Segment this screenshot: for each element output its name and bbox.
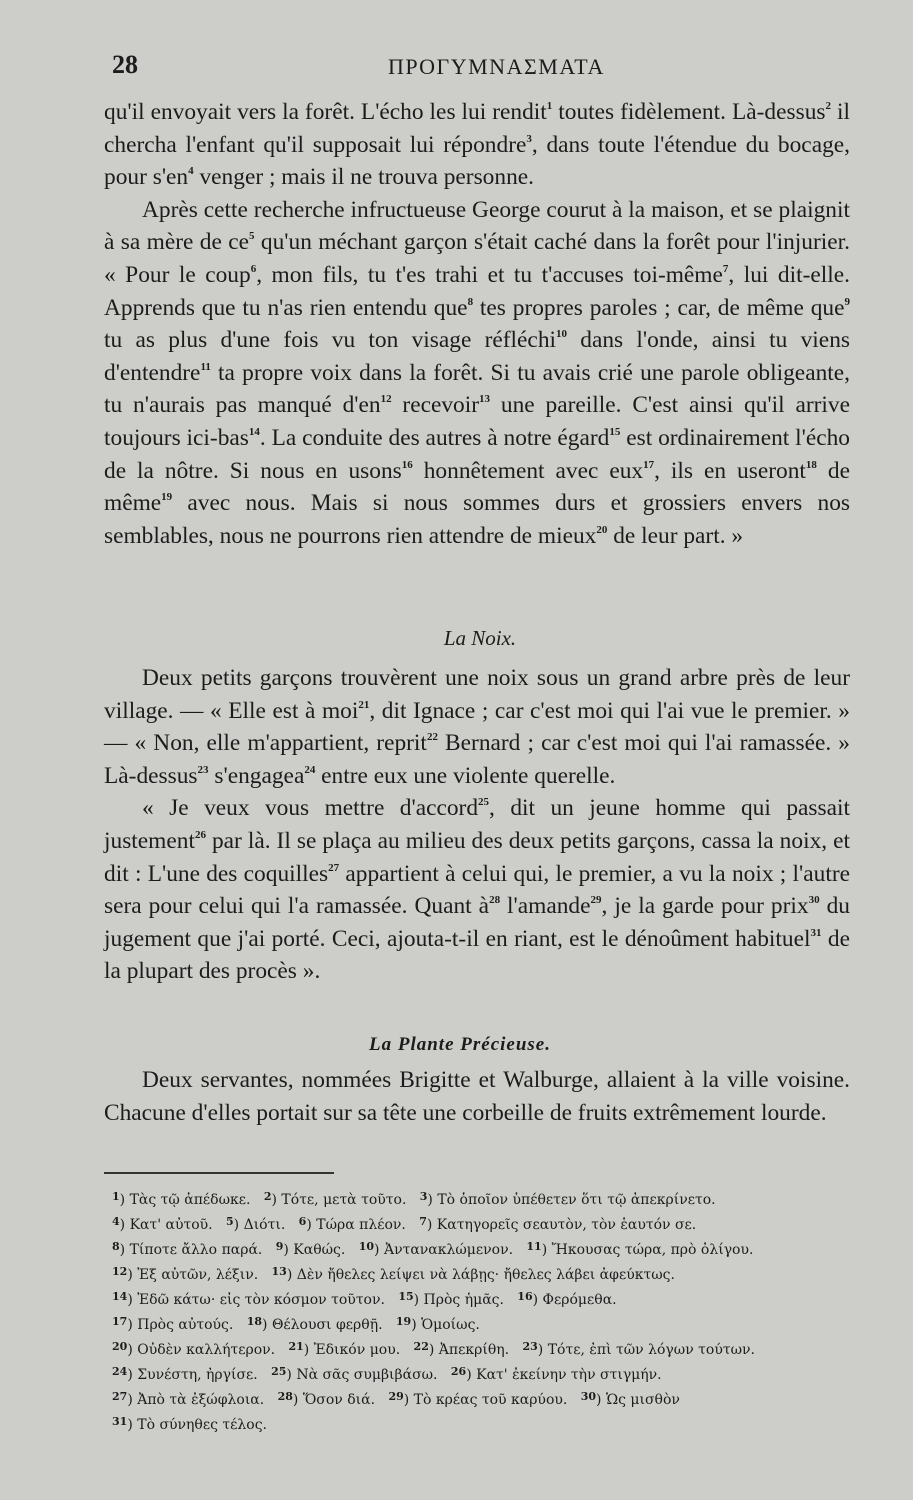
text-run: Deux petits garçons trouvèrent une noix sous un grand arbre près de leur village. — « Elle est à moi [104, 665, 850, 724]
footnote-paren: ) [119, 1242, 130, 1258]
footnote-ref: 26 [194, 828, 206, 841]
footnote-ref: 1 [546, 100, 553, 112]
text-run: toutes fidèlement. Là-dessus [552, 99, 826, 125]
footnote-gap [480, 1317, 493, 1333]
footnote-ref: 28 [489, 894, 501, 907]
footnote-text: Καθώς. [293, 1242, 346, 1258]
footnote-number: 23 [522, 1340, 538, 1353]
footnote-number: 27 [112, 1390, 128, 1403]
footnote-gap [617, 1292, 630, 1308]
footnote-ref: 12 [380, 393, 392, 406]
footnote-number: 6 [298, 1215, 307, 1228]
section-heading-la-plante-precieuse: La Plante Précieuse. [369, 1034, 551, 1055]
footnote-gap [675, 1267, 688, 1283]
footnote-text: Κατηγορεῖς σεαυτὸν, τὸν ἑαυτόν σε. [436, 1217, 697, 1233]
text-run: de leur part. » [607, 522, 744, 549]
footnote-paren: ) [411, 1317, 422, 1333]
footnote-paren: ) [127, 1392, 138, 1408]
footnote-row [112, 1286, 850, 1311]
footnote-ref: 7 [722, 262, 729, 275]
footnote-ref: 30 [808, 894, 820, 907]
footnote-paren: ) [127, 1417, 138, 1433]
footnote-text: Πρὸς ἡμᾶς. [423, 1292, 504, 1308]
text-run: tu as plus d'une fois vu ton visage réfléchi [104, 327, 557, 354]
footnote-number: 22 [413, 1340, 429, 1353]
footnote-paren: ) [537, 1342, 548, 1358]
footnote-paren: ) [262, 1317, 272, 1333]
footnote-number: 8 [112, 1240, 120, 1253]
footnote-gap [438, 1367, 451, 1383]
footnote-number: 28 [277, 1390, 293, 1403]
text-run: , dit un jeune homme qui passait justement [104, 795, 850, 854]
footnote-number: 4 [112, 1215, 120, 1228]
footnote-text: Ἀντανακλώμενον. [383, 1242, 514, 1258]
footnote-number: 12 [112, 1265, 128, 1278]
footnote-ref: 14 [248, 425, 260, 438]
footnote-text: Ἤκουσας τώρα, πρὸ ὀλίγου. [551, 1242, 754, 1258]
text-run: . La conduite des autres à notre égard [259, 424, 610, 451]
footnote-gap [662, 1367, 675, 1383]
footnote-number: 18 [246, 1315, 263, 1328]
footnote-gap [250, 1192, 263, 1208]
footnote-gap [400, 1342, 413, 1358]
footnote-paren: ) [127, 1342, 138, 1358]
footnote-number: 2 [263, 1190, 272, 1203]
footnote-text: Τὸ ὁποῖον ὑπέθετεν ὅτι τῷ ἀπεκρίνετο. [437, 1192, 716, 1208]
footnote-text: Οὐδὲν καλλήτερον. [137, 1342, 276, 1358]
footnote-paren: ) [127, 1367, 138, 1383]
footnote-text: Ἀπὸ τὰ ἐξώφλοια. [137, 1392, 265, 1408]
footnote-paren: ) [466, 1367, 477, 1383]
footnote-ref: 5 [249, 230, 255, 243]
footnote-gap [258, 1267, 271, 1283]
main-text-plante [104, 1064, 850, 1129]
page-header [108, 48, 848, 88]
footnote-ref: 25 [478, 796, 490, 809]
footnote-paren: ) [233, 1217, 244, 1233]
footnote-text: Τὸ σύνηθες τέλος. [137, 1417, 267, 1433]
footnote-paren: ) [286, 1367, 297, 1383]
footnote-ref: 19 [161, 491, 173, 504]
footnote-row [112, 1411, 850, 1436]
footnote-number: 29 [388, 1390, 404, 1403]
footnote-number: 10 [358, 1240, 375, 1253]
running-title: ΠΡΟΓΥΜΝΑΣΜΑΤΑ [388, 54, 605, 79]
footnote-number: 7 [419, 1215, 427, 1228]
footnote-number: 26 [450, 1365, 467, 1378]
footnote-paren: ) [374, 1242, 384, 1258]
footnote-paren: ) [403, 1392, 414, 1408]
footnote-number: 14 [112, 1290, 128, 1303]
footnote-gap [285, 1217, 298, 1233]
paragraph-mother-reply [104, 194, 850, 553]
footnote-ref: 20 [596, 523, 608, 536]
footnote-ref: 11 [200, 360, 211, 373]
text-run: , dans toute l'étendue du bocage, pour s'en [104, 131, 850, 191]
text-run: , lui dit-elle. Apprends que tu n'as rien entendu que [104, 261, 851, 321]
section-heading-la-noix: La Noix. [443, 626, 517, 650]
footnote-text: Συνέστη, ἠργίσε. [137, 1367, 258, 1383]
footnote-paren: ) [286, 1267, 297, 1283]
text-run: entre eux une violente querelle. [315, 762, 616, 789]
footnote-text: Ὡς μισθὸν [605, 1392, 680, 1408]
footnote-text: Τὰς τῷ ἀπέδωκε. [129, 1192, 251, 1208]
text-run: l'amande [500, 893, 591, 920]
footnote-gap [375, 1392, 388, 1408]
text-run: Deux servantes, nommées Brigitte et Walburge, allaient à la ville voisine. Chacune d'elles portait sur sa tête une corbeille de fruits extrêmement lourde. [104, 1067, 850, 1126]
footnote-gap [406, 1192, 419, 1208]
paragraph-noix-judgement [104, 792, 850, 988]
footnote-text: Δὲν ἤθελες λείψει νὰ λάβῃς· ἤθελες λάβει ἀφεύκτως. [296, 1267, 675, 1283]
footnote-paren: ) [127, 1267, 138, 1283]
footnote-ref: 6 [250, 262, 257, 275]
footnote-paren: ) [596, 1392, 606, 1408]
text-run: Après cette recherche infructueuse George courut à la maison, et se plaignit à sa mère de ce [104, 196, 850, 256]
footnote-row [112, 1336, 850, 1361]
footnote-paren: ) [127, 1292, 138, 1308]
text-run: , mon fils, tu t'es trahi et tu t'accuses toi-même [256, 261, 723, 288]
footnote-ref: 31 [810, 926, 822, 939]
footnote-gap [406, 1217, 419, 1233]
footnote-row [112, 1236, 850, 1261]
footnote-number: 3 [419, 1190, 428, 1203]
footnote-ref: 8 [467, 295, 474, 308]
footnote-number: 30 [580, 1390, 597, 1403]
footnote-gap [716, 1192, 729, 1208]
text-run: dans l'onde, ainsi tu viens d'entendre [104, 327, 850, 386]
footnote-text: Ἀπεκρίθη. [438, 1342, 510, 1358]
footnote-ref: 29 [590, 894, 602, 907]
footnote-text: Τώρα πλέον. [316, 1217, 406, 1233]
footnote-row [112, 1186, 850, 1211]
footnotes [112, 1186, 850, 1436]
footnote-number: 24 [112, 1365, 128, 1378]
footnote-ref: 24 [304, 763, 316, 776]
footnote-text: Τότε, ἐπὶ τῶν λόγων τούτων. [547, 1342, 755, 1358]
footnote-ref: 16 [401, 458, 413, 471]
footnote-gap [696, 1217, 709, 1233]
footnote-paren: ) [119, 1192, 130, 1208]
footnote-number: 31 [112, 1415, 128, 1428]
footnote-text: Τίποτε ἄλλο παρά. [129, 1242, 263, 1258]
footnote-number: 21 [288, 1340, 304, 1353]
paragraph-noix-quarrel [104, 662, 850, 792]
footnote-paren: ) [428, 1342, 439, 1358]
text-run: une pareille. C'est ainsi qu'il arrive toujours ici-bas [104, 392, 850, 451]
footnote-text: Θέλουσι φερθῇ. [271, 1317, 383, 1333]
text-run: de la plupart des procès ». [104, 925, 850, 985]
text-run: de même [104, 457, 850, 517]
footnote-ref: 15 [609, 425, 621, 438]
footnote-paren: ) [292, 1392, 303, 1408]
footnote-gap [275, 1342, 288, 1358]
footnote-text: Ἐδῶ κάτω· εἰς τὸν κόσμον τοῦτον. [137, 1292, 385, 1308]
text-run: qu'un méchant garçon s'était caché dans la forêt pour l'injurier. « Pour le coup [104, 229, 850, 288]
footnote-gap [504, 1292, 517, 1308]
footnote-number: 19 [395, 1315, 412, 1328]
footnote-number: 9 [275, 1240, 284, 1253]
footnote-ref: 23 [197, 763, 209, 776]
text-run: avec nous. Mais si nous sommes durs et grossiers envers nos semblables, nous ne pourrons rien attendre de mieux [104, 490, 850, 549]
footnote-row [112, 1261, 850, 1286]
text-run: appartient à celui qui, le premier, a vu la noix ; l'autre sera pour celui qui l'a ramassée. Quant à [104, 860, 850, 920]
footnote-number: 13 [271, 1265, 287, 1278]
main-text-noix [104, 662, 850, 988]
text-run: qu'il envoyait vers la forêt. L'écho les lui rendit [104, 99, 547, 125]
footnote-number: 5 [226, 1215, 234, 1228]
footnote-ref: 22 [426, 731, 438, 744]
footnote-text: Ἐξ αὐτῶν, λέξιν. [137, 1267, 259, 1283]
footnote-gap [385, 1292, 398, 1308]
footnote-paren: ) [306, 1217, 317, 1233]
footnote-gap [345, 1242, 358, 1258]
footnote-ref: 10 [556, 328, 568, 341]
text-run: « Je veux vous mettre d'accord [142, 795, 479, 822]
footnote-paren: ) [427, 1192, 438, 1208]
text-run: ta propre voix dans la forêt. Si tu avais crié une parole obligeante, tu n'aurais pas manqué d'en [104, 359, 850, 419]
text-run: , ils en useront [654, 457, 806, 484]
footnote-ref: 3 [526, 132, 532, 145]
footnote-gap [680, 1392, 693, 1408]
text-run: du jugement que j'ai porté. Ceci, ajouta-t-il en riant, est le dénoûment habituel [104, 893, 850, 952]
footnote-text: Κατ' ἐκείνην τὴν στιγμήν. [476, 1367, 662, 1383]
footnote-row [112, 1361, 850, 1386]
footnote-gap [567, 1392, 580, 1408]
footnote-text: Φερόμεθα. [542, 1292, 617, 1308]
footnote-row [112, 1386, 850, 1411]
footnote-number: 11 [526, 1240, 542, 1253]
paragraph-echo-end [104, 96, 850, 194]
text-run: s'engagea [208, 762, 305, 789]
footnote-ref: 21 [358, 698, 370, 711]
footnote-row [112, 1211, 850, 1236]
text-run: il chercha l'enfant qu'il supposait lui répondre [104, 99, 850, 158]
footnote-paren: ) [541, 1242, 552, 1258]
footnote-paren: ) [271, 1192, 282, 1208]
footnote-ref: 27 [328, 861, 340, 874]
text-run: Bernard ; car c'est moi qui l'ai ramassée. » Là-dessus [104, 730, 850, 789]
footnote-number: 20 [112, 1340, 128, 1353]
footnote-ref: 9 [844, 295, 850, 308]
page-number: 28 [112, 50, 138, 79]
text-run: honnêtement avec eux [412, 457, 644, 484]
footnote-paren: ) [426, 1217, 437, 1233]
footnote-gap [383, 1317, 396, 1333]
footnote-paren: ) [303, 1342, 314, 1358]
footnote-ref: 17 [643, 458, 655, 471]
footnote-gap [262, 1242, 275, 1258]
footnote-number: 1 [112, 1190, 120, 1203]
footnote-ref: 18 [805, 458, 817, 471]
footnote-text: Ἐδικόν μου. [313, 1342, 401, 1358]
main-text [104, 96, 850, 552]
footnote-paren: ) [532, 1292, 543, 1308]
text-run: , dit Ignace ; car c'est moi qui l'ai vue le premier. » — « Non, elle m'appartient, reprit [104, 697, 850, 757]
footnote-text: Τότε, μετὰ τοῦτο. [281, 1192, 407, 1208]
text-run: recevoir [391, 392, 480, 419]
footnote-paren: ) [119, 1217, 130, 1233]
footnote-text: Νὰ σᾶς συμβιβάσω. [296, 1367, 438, 1383]
footnote-gap [267, 1417, 280, 1433]
footnote-text: Διότι. [243, 1217, 286, 1233]
footnote-paren: ) [127, 1317, 138, 1333]
footnote-gap [233, 1317, 246, 1333]
footnote-number: 15 [398, 1290, 414, 1303]
footnote-gap [513, 1242, 526, 1258]
footnote-text: Κατ' αὐτοῦ. [129, 1217, 213, 1233]
footnote-gap [213, 1217, 226, 1233]
footnote-gap [755, 1342, 768, 1358]
footnote-row [112, 1311, 850, 1336]
footnote-text: Πρὸς αὐτούς. [137, 1317, 234, 1333]
footnote-text: Τὸ κρέας τοῦ καρύου. [413, 1392, 568, 1408]
text-run: tes propres paroles ; car, de même que [473, 294, 845, 321]
footnote-text: Ὅσον διά. [302, 1392, 376, 1408]
footnote-paren: ) [283, 1242, 294, 1258]
paragraph-servantes [104, 1064, 850, 1129]
text-run: venger ; mais il ne trouva personne. [193, 164, 534, 191]
footnote-gap [264, 1392, 277, 1408]
footnote-text: Ὁμοίως. [421, 1317, 480, 1333]
text-run: est ordinairement l'écho de la nôtre. Si nous en usons [104, 424, 850, 484]
footnote-gap [258, 1367, 271, 1383]
footnote-gap [753, 1242, 766, 1258]
footnote-number: 17 [112, 1315, 128, 1328]
footnote-rule [104, 1172, 334, 1174]
footnote-ref: 13 [479, 393, 491, 406]
footnote-ref: 4 [188, 165, 194, 178]
text-run: par là. Il se plaça au milieu des deux petits garçons, cassa la noix, et dit : L'une des coquilles [104, 827, 850, 887]
text-run: , je la garde pour prix [601, 893, 809, 920]
footnote-number: 16 [517, 1290, 533, 1303]
footnote-gap [509, 1342, 522, 1358]
footnote-paren: ) [413, 1292, 424, 1308]
footnote-ref: 2 [825, 100, 831, 112]
footnote-number: 25 [271, 1365, 287, 1378]
